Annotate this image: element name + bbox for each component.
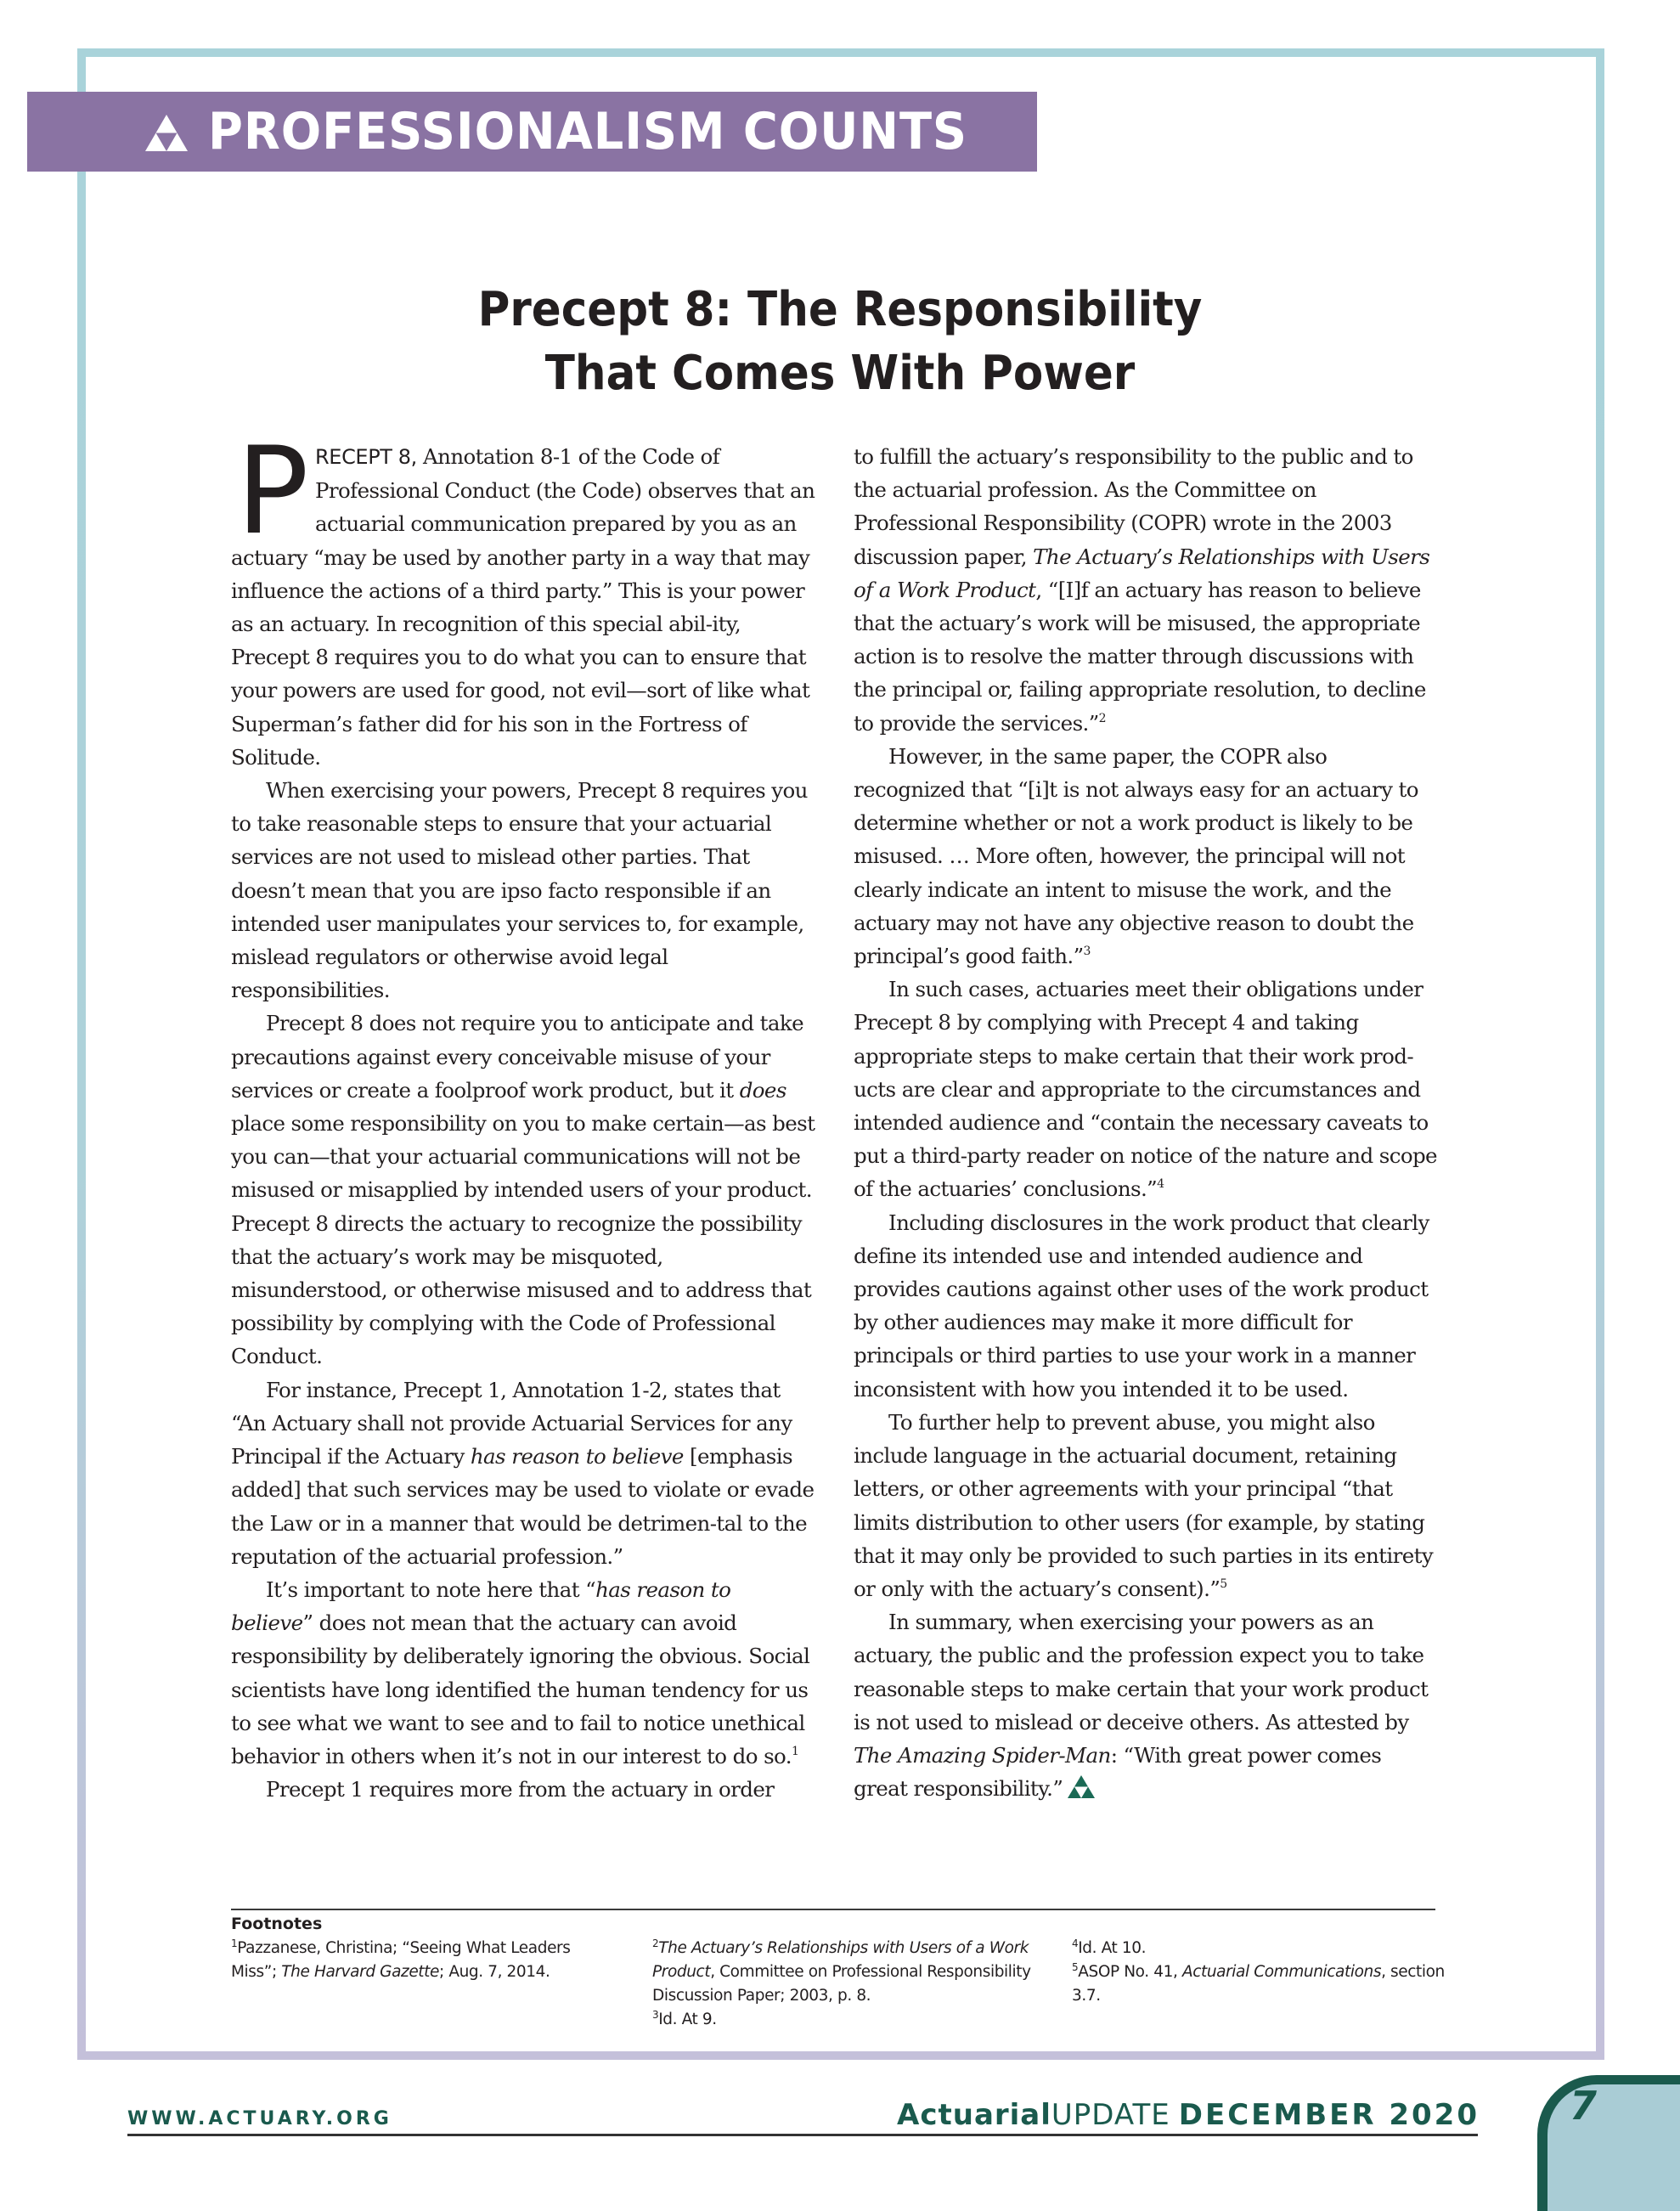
publication-name-light: UPDATE [1051, 2098, 1170, 2132]
paragraph-4-emphasis: has reason to believe [470, 1444, 684, 1469]
paragraph-1 [231, 421, 817, 774]
paragraph-6-cont-text-a: to fulfill the actuary’s responsibility to the public and to the actuarial profession. As the Committee on Professional Responsibility (COPR) wrote in the 2003 discussion paper, [854, 444, 1413, 569]
paragraph-3 [231, 1007, 817, 1373]
footnote-5 [1072, 1960, 1446, 2008]
paragraph-7 [854, 740, 1440, 973]
footnote-ref-2[interactable]: 2 [1098, 711, 1106, 725]
paragraph-3-text-a: Precept 8 does not require you to anticipate and take precautions against every conceivable misuse of your services or create a foolproof work product, but it [231, 1011, 804, 1103]
footer-publication [897, 2098, 1480, 2132]
footnote-4-number: 4 [1072, 1937, 1079, 1949]
footer-divider [127, 2134, 1478, 2136]
footnote-2-text: , Committee on Professional Responsibility Discussion Paper; 2003, p. 8. [652, 1963, 1031, 2005]
article-title [0, 278, 1680, 405]
footnote-ref-3[interactable]: 3 [1083, 945, 1091, 959]
footnote-ref-4[interactable]: 4 [1157, 1177, 1164, 1192]
footnote-5-text-a: ASOP No. 41, [1078, 1963, 1182, 1981]
paragraph-6-cont-emphasis: The Actuary’s Relationships with Users of a Work Product [854, 544, 1430, 602]
paragraph-11-text-a: In summary, when exercising your powers as an actuary, the public and the profession expect you to take reasonable steps to make certain that your work product is not used to mislead or deceive others. As attested by [854, 1610, 1429, 1734]
article-column-right [854, 440, 1440, 1805]
article-title-line-1: Precept 8: The Responsibility [477, 282, 1203, 337]
section-banner-label: PROFESSIONALISM COUNTS [208, 102, 968, 161]
paragraph-4-text-b: [emphasis added] that such services may be used to violate or evade the Law or in a manner that would be detrimen-tal to the reputation of the actuarial profession.” [231, 1444, 815, 1569]
footnote-4 [1072, 1937, 1446, 1960]
footnote-5-number: 5 [1072, 1961, 1079, 1973]
section-banner [27, 92, 1037, 172]
paragraph-9: Including disclosures in the work product that clearly define its intended use and intended audience and provides cautions against other uses of the work product by other audiences may make it more difficult for principals or third parties to use your work in a manner inconsistent with how you intended it to be used. [854, 1210, 1429, 1402]
paragraph-4 [231, 1373, 817, 1573]
footnotes-column-2 [652, 1937, 1051, 2032]
paragraph-11-emphasis: The Amazing Spider-Man [854, 1742, 1111, 1768]
footnote-1-text-b: ; Aug. 7, 2014. [439, 1963, 550, 1981]
paragraph-3-text-b: place some responsibility on you to make certain—as best you can—that your actuarial communications will not be misused or misapplied by intended users of your product. Precept 8 directs the actuary to recognize the possibility that the actuary’s work may be misquoted, misunderstood, or otherwise misused and to address that possibility by complying with the Code of Professional Conduct. [231, 1111, 815, 1369]
paragraph-11-text-b: : “With great power comes great responsibility.” [854, 1742, 1382, 1802]
footnote-3-number: 3 [652, 2009, 659, 2021]
footnotes-column-3 [1072, 1937, 1446, 2008]
article-column-left [231, 421, 817, 1806]
footnote-4-text: Id. At 10. [1078, 1939, 1147, 1957]
footnote-3-text: Id. At 9. [658, 2011, 717, 2028]
footnote-1-text-a: Pazzanese, Christina; “Seeing What Leaders Miss”; [231, 1939, 571, 1981]
paragraph-5-text-b: ” does not mean that the actuary can avoid responsibility by deliberately ignoring the obvious. Social scientists have long identified the human tendency for us to see what we want to see and to fail to notice unethical behavior in others when it’s not in our interest to do so. [231, 1610, 810, 1768]
footnotes-column-1 [231, 1937, 571, 1984]
paragraph-4-text-a: For instance, Precept 1, Annotation 1-2, states that “An Actuary shall not provide Actuarial Services for any Principal if the Actuary [231, 1377, 792, 1469]
paragraph-8-text: In such cases, actuaries meet their obligations under Precept 8 by complying with Precept 4 and taking appropriate steps to make certain that their work prod-ucts are clear and appropriate to the circumstances and intended audience and “contain the necessary caveats to put a third-party reader on notice of the nature and scope of the actuaries’ conclusions.” [854, 977, 1437, 1202]
paragraph-1-text: Annotation 8-1 of the Code of Professional Conduct (the Code) observes that an actuarial communication prepared by you as an actuary “may be used by another party in a way that may influence the actions of a third party.” This is your power as an actuary. In recognition of this special abil-ity, Precept 8 requires you to do what you can to ensure that your powers are used for good, not evil—sort of like what Superman’s father did for his son in the Fortress of Solitude. [231, 444, 815, 770]
paragraph-7-text: However, in the same paper, the COPR also recognized that “[i]t is not always easy for an actuary to determine whether or not a work product is likely to be misused. … More often, however, the principal will not clearly indicate an intent to misuse the work, and the actuary may not have any objective reason to doubt the principal’s good faith.” [854, 743, 1418, 969]
issue-date: DECEMBER 2020 [1178, 2098, 1480, 2132]
footnote-ref-1[interactable]: 1 [791, 1744, 799, 1758]
paragraph-6-continued [854, 440, 1440, 740]
footnote-3 [652, 2008, 1051, 2032]
footnote-1-number: 1 [231, 1937, 238, 1949]
paragraph-11 [854, 1605, 1440, 1805]
paragraph-10 [854, 1406, 1440, 1605]
footnote-ref-5[interactable]: 5 [1220, 1576, 1227, 1591]
drop-cap: P [236, 421, 309, 561]
page-number-tab [1537, 2075, 1680, 2211]
lead-in-caps: RECEPT 8, [315, 445, 417, 469]
page-number: 7 [1570, 2083, 1598, 2129]
paragraph-5-emphasis: has reason to believe [231, 1576, 731, 1636]
footnote-5-emphasis: Actuarial Communications [1181, 1963, 1382, 1981]
paragraph-3-emphasis: does [739, 1077, 786, 1103]
footnotes-divider [231, 1909, 1435, 1910]
footnotes-heading: Footnotes [231, 1915, 323, 1933]
article-title-line-2: That Comes With Power [544, 346, 1136, 401]
paragraph-8 [854, 973, 1440, 1205]
footnote-1 [231, 1937, 571, 1984]
footnote-2-number: 2 [652, 1937, 659, 1949]
triangle-logo-icon [145, 115, 188, 151]
paragraph-6-cont-text-b: , “[I]f an actuary has reason to believe that the actuary’s work will be misused, the appropriate action is to resolve the matter through discussions with the principal or, failing appropriate resolution, to decline to provide the services.” [854, 577, 1426, 736]
paragraph-2: When exercising your powers, Precept 8 requires you to take reasonable steps to ensure that your actuarial services are not used to mislead other parties. That doesn’t mean that you are ipso facto responsible if an intended user manipulates your services to, for example, mislead regulators or otherwise avoid legal responsibilities. [231, 778, 808, 1003]
footnote-2-emphasis: The Actuary’s Relationships with Users of a Work Product [652, 1939, 1029, 1981]
publication-name-bold: Actuarial [897, 2098, 1051, 2132]
paragraph-5-text-a: It’s important to note here that “ [266, 1576, 596, 1602]
end-mark-triangle-icon [1068, 1775, 1095, 1798]
paragraph-10-text: To further help to prevent abuse, you might also include language in the actuarial document, retaining letters, or other agreements with your principal “that limits distribution to other users (for example, by stating that it may only be provided to such parties in its entirety or only with the actuary’s consent).” [854, 1409, 1434, 1601]
footnote-1-emphasis: The Harvard Gazette [281, 1963, 439, 1981]
footer-website-link[interactable]: WWW.ACTUARY.ORG [127, 2108, 392, 2129]
footnote-5-text-b: , section 3.7. [1072, 1963, 1445, 2005]
paragraph-6: Precept 1 requires more from the actuary in order [266, 1777, 775, 1802]
paragraph-5 [231, 1573, 817, 1773]
footnote-2 [652, 1937, 1051, 2008]
